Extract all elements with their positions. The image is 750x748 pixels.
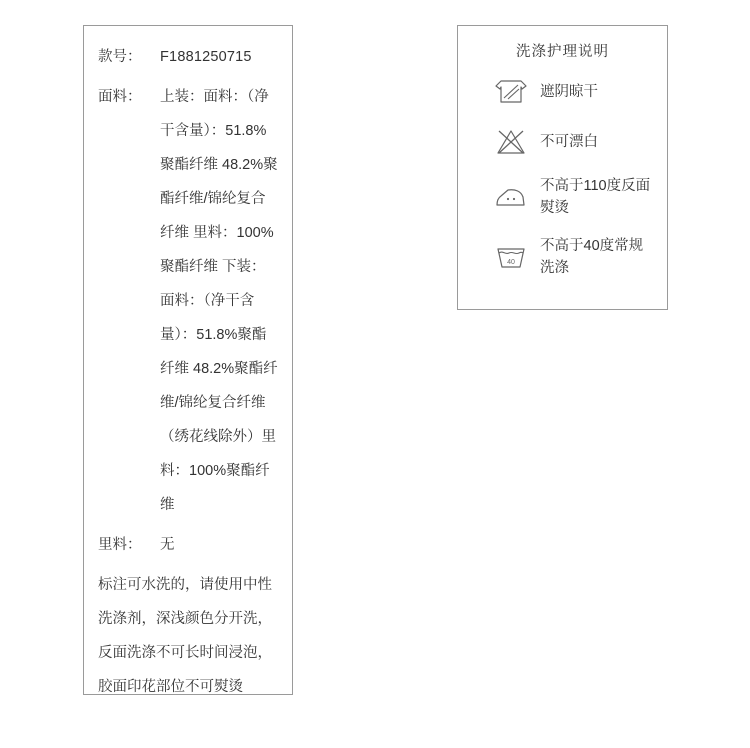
- care-panel-title: 洗涤护理说明: [516, 44, 609, 60]
- care-item: [458, 175, 667, 219]
- do-not-bleach-icon: [492, 127, 530, 157]
- spec-value-style-no: F1881250715: [160, 49, 252, 65]
- care-item-label: 遮阴晾干: [540, 84, 598, 100]
- spec-label-lining: 里料：: [98, 537, 142, 553]
- care-item-label: 不高于40度常规洗涤: [540, 238, 644, 276]
- spec-label-style-no: 款号：: [98, 49, 142, 65]
- spec-row: [98, 80, 278, 522]
- wash-temperature-value: 40: [507, 259, 515, 266]
- wash-max-40-icon: [492, 242, 530, 272]
- care-item: [458, 235, 667, 279]
- washing-note: 标注可水洗的，请使用中性洗涤剂，深浅颜色分开洗，反面洗涤不可长时间浸泡，胶面印花部位不可熨烫: [98, 577, 272, 695]
- spec-value-lining: 无: [160, 537, 175, 553]
- iron-max-110-icon: [492, 182, 530, 212]
- spec-label-fabric: 面料：: [98, 89, 142, 105]
- spec-value-fabric: 上装：面料：（净干含量）：51.8%聚酯纤维 48.2%聚酯纤维/锦纶复合纤维 里料：100%聚酯纤维 下装：面料：（净干含量）：51.8%聚酯纤维 48.2%聚酯纤维/锦纶复合纤维（绣花线除外）里料：100%聚酯纤维: [160, 89, 278, 513]
- care-item: [458, 75, 667, 109]
- care-item-label: 不高于110度反面熨烫: [540, 178, 651, 216]
- spec-row: [98, 40, 278, 74]
- care-item: [458, 125, 667, 159]
- care-item-label: 不可漂白: [540, 134, 598, 150]
- product-spec-panel: [83, 25, 293, 695]
- spec-row: [98, 528, 278, 562]
- dry-in-shade-icon: [492, 77, 530, 107]
- care-instructions-panel: [457, 25, 668, 310]
